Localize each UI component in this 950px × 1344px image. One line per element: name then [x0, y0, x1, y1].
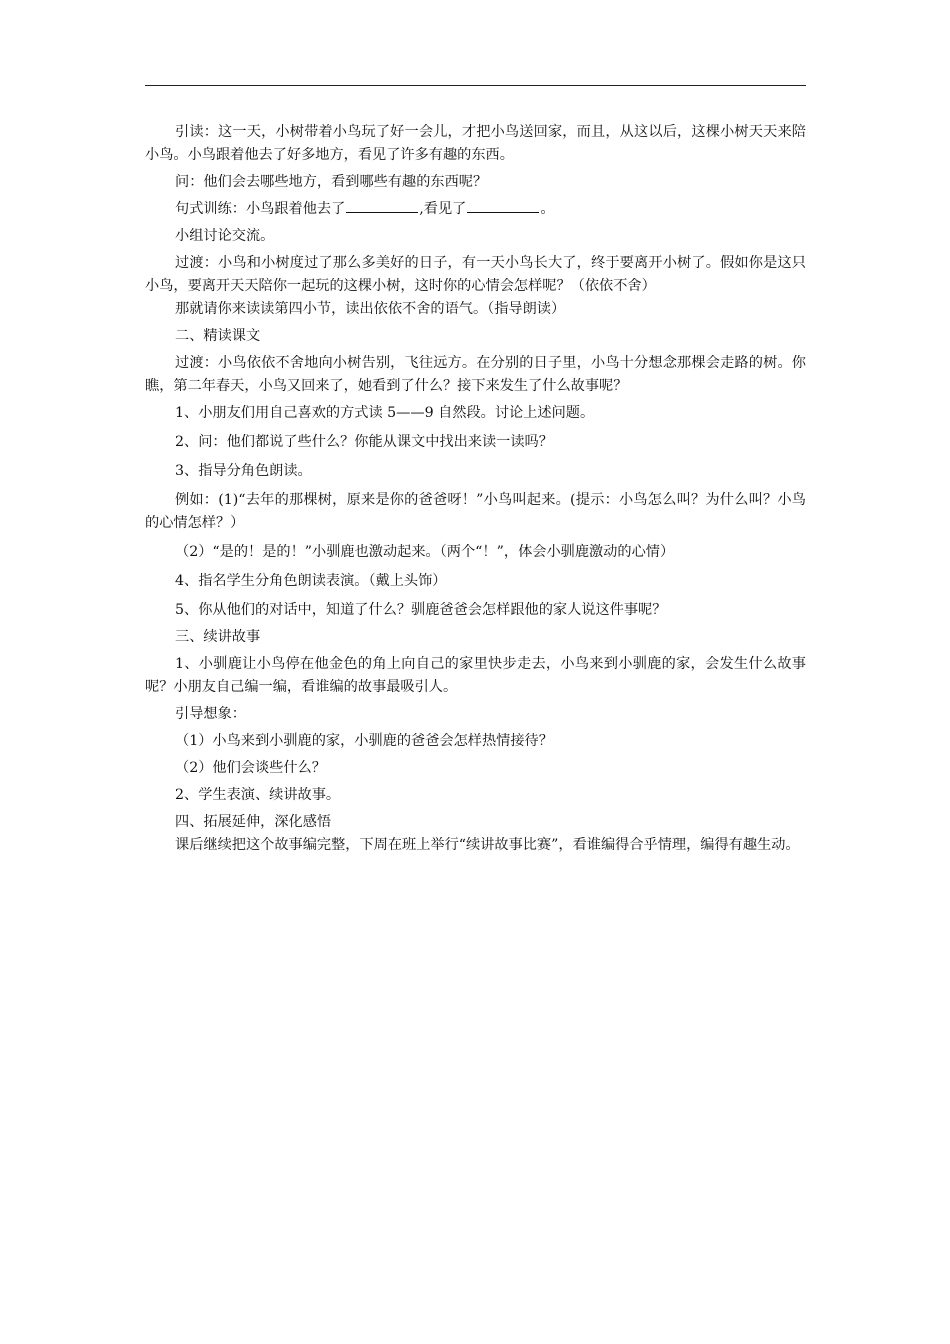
list-item-5: 5、你从他们的对话中，知道了什么？驯鹿爸爸会怎样跟他的家人说这件事呢？ [175, 602, 667, 618]
paragraph-imagination-1: （1）小鸟来到小驯鹿的家，小驯鹿的爸爸会怎样热情接待？ [175, 733, 553, 749]
sentence-drill-part-2: ,看见了 [419, 201, 467, 217]
section-heading-4: 四、拓展延伸，深化感悟 [175, 814, 332, 830]
section-heading-3: 三、续讲故事 [175, 629, 261, 645]
list-item-1: 1、小朋友们用自己喜欢的方式读 5——9 自然段。讨论上述问题。 [175, 405, 595, 421]
paragraph-example-1: 例如：(1)“去年的那棵树，原来是你的爸爸呀！”小鸟叫起来。(提示：小鸟怎么叫？为什么叫？小鸟的心情怎样？） [145, 492, 806, 531]
paragraph-example-2: （2）“是的！是的！”小驯鹿也激动起来。（两个“！”，体会小驯鹿激动的心情） [175, 544, 675, 560]
list-item-story-performance: 2、学生表演、续讲故事。 [175, 787, 341, 803]
sentence-drill-part-3: 。 [540, 201, 555, 217]
fill-in-blank-2 [467, 198, 539, 213]
paragraph-homework: 课后继续把这个故事编完整，下周在班上举行“续讲故事比赛”，看谁编得合乎情理，编得有趣生动。 [175, 837, 800, 853]
list-item-4: 4、指名学生分角色朗读表演。（戴上头饰） [175, 573, 447, 589]
paragraph-lead-in: 引读：这一天，小树带着小鸟玩了好一会儿，才把小鸟送回家，而且，从这以后，这棵小树天天来陪小鸟。小鸟跟着他去了好多地方，看见了许多有趣的东西。 [145, 124, 806, 163]
list-item-2: 2、问：他们都说了些什么？你能从课文中找出来读一读吗？ [175, 434, 553, 450]
paragraph-continue-story: 1、小驯鹿让小鸟停在他金色的角上向自己的家里快步走去，小鸟来到小驯鹿的家，会发生什么故事呢？小朋友自己编一编，看谁编的故事最吸引人。 [145, 656, 806, 695]
paragraph-transition-1: 过渡：小鸟和小树度过了那么多美好的日子，有一天小鸟长大了，终于要离开小树了。假如你是这只小鸟，要离开天天陪你一起玩的这棵小树，这时你的心情会怎样呢？（依依不舍） [145, 255, 806, 294]
list-item-3: 3、指导分角色朗读。 [175, 463, 312, 479]
paragraph-sentence-drill [145, 198, 806, 221]
paragraph-group-discussion: 小组讨论交流。 [175, 228, 275, 244]
paragraph-guide-imagination: 引导想象： [175, 706, 246, 722]
sentence-drill-part-1: 句式训练：小鸟跟着他去了 [175, 201, 346, 217]
paragraph-transition-2: 过渡：小鸟依依不舍地向小树告别，飞往远方。在分别的日子里，小鸟十分想念那棵会走路的树。你瞧，第二年春天，小鸟又回来了，她看到了什么？接下来发生了什么故事呢？ [145, 355, 806, 394]
document-body [145, 121, 806, 857]
paragraph-read-section-four: 那就请你来读读第四小节，读出依依不舍的语气。（指导朗读） [175, 301, 566, 317]
header-rule [145, 85, 806, 86]
paragraph-imagination-2: （2）他们会谈些什么？ [175, 760, 326, 776]
paragraph-question: 问：他们会去哪些地方，看到哪些有趣的东西呢？ [175, 174, 488, 190]
section-heading-2: 二、精读课文 [175, 328, 261, 344]
fill-in-blank-1 [346, 198, 418, 213]
